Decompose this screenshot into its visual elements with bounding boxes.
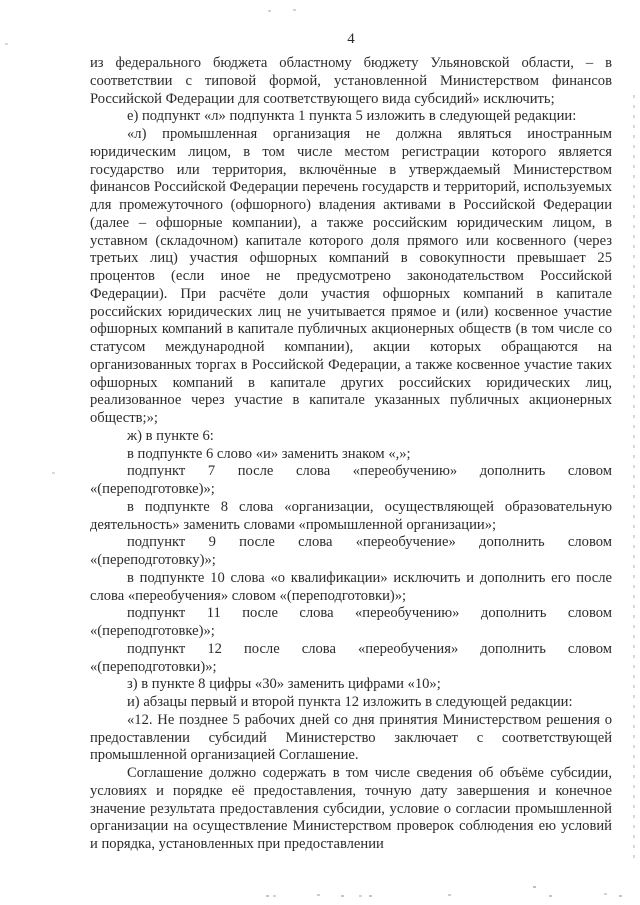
- paragraph: подпункт 12 после слова «переобучения» дополнить словом «(переподготовки)»;: [90, 640, 612, 675]
- scan-artifact-right-margin: [633, 95, 635, 860]
- paragraph: и) абзацы первый и второй пункта 12 изложить в следующей редакции:: [127, 694, 573, 710]
- paragraph: в подпункте 10 слова «о квалификации» исключить и дополнить его после слова «переобучения» словом «(переподготовки)»;: [90, 569, 612, 604]
- paragraph: подпункт 11 после слова «переобучению» дополнить словом «(переподготовке)»;: [90, 605, 612, 639]
- paragraph: «12. Не позднее 5 рабочих дней со дня принятия Министерством решения о предоставлении субсидий Министерство заключает с соответствующей промышленной организацией Соглашение.: [90, 711, 612, 764]
- paragraph: з) в пункте 8 цифры «30» заменить цифрами «10»;: [127, 676, 441, 693]
- paragraph: е) подпункт «л» подпункта 1 пункта 5 изложить в следующей редакции:: [127, 108, 577, 125]
- paragraph: ж) в пункте 6:: [127, 427, 214, 444]
- paragraph: подпункт 7 после слова «переобучению» дополнить словом «(переподготовке)»;: [90, 463, 612, 497]
- paragraph: подпункт 9 после слова «переобучение» дополнить словом «(переподготовку)»;: [90, 534, 612, 568]
- paragraph: Соглашение должно содержать в том числе сведения об объёме субсидии, условиях и порядке её предоставления, точную дату завершения и конечное значение результата предоставления субсидии, условие о согласии промышленной организации на осуществление Министерством проверок соблюдения ею условий и порядка, установленных при предоставлении: [90, 765, 612, 852]
- paragraph: в подпункте 6 слово «и» заменить знаком «,»;: [127, 445, 411, 462]
- document-body: [90, 55, 612, 854]
- paragraph: из федерального бюджета областному бюджету Ульяновской области, – в соответствии с типовой формой, установленной Министерством финансов Российской Федерации для соответствующего вида субсидий» исключить;: [90, 55, 612, 107]
- paragraph: «л) промышленная организация не должна являться иностранным юридическим лицом, в том числе местом регистрации которого является государство или территория, включённые в утверждаемый Министерством финансов Российской Федерации перечень государств и территорий, используемых для промежуточного (офшорного) владения активами в Российской Федерации (далее – офшорные компании), а также российским юридическим лицом, в уставном (складочном) капитале которого доля прямого или косвенного (через третьих лиц) участия офшорных компаний в совокупности превышает 25 процентов (если иное не предусмотрено законодательством Российской Федерации). При расчёте доли участия офшорных компаний в капитале российских юридических лиц не учитывается прямое и (или) косвенное участие офшорных компаний в капитале публичных акционерных обществ (в том числе со статусом международной компании), акции которых обращаются на организованных торгах в Российской Федерации, а также косвенное участие таких офшорных компаний в капитале других российских юридических лиц, реализованное через участие в капитале указанных публичных акционерных обществ;»;: [90, 126, 612, 426]
- page-number: 4: [347, 31, 355, 47]
- paragraph: в подпункте 8 слова «организации, осуществляющей образовательную деятельность» заменить словами «промышленной организации»;: [90, 498, 612, 533]
- scan-artifact-specks: [0, 0, 3, 2]
